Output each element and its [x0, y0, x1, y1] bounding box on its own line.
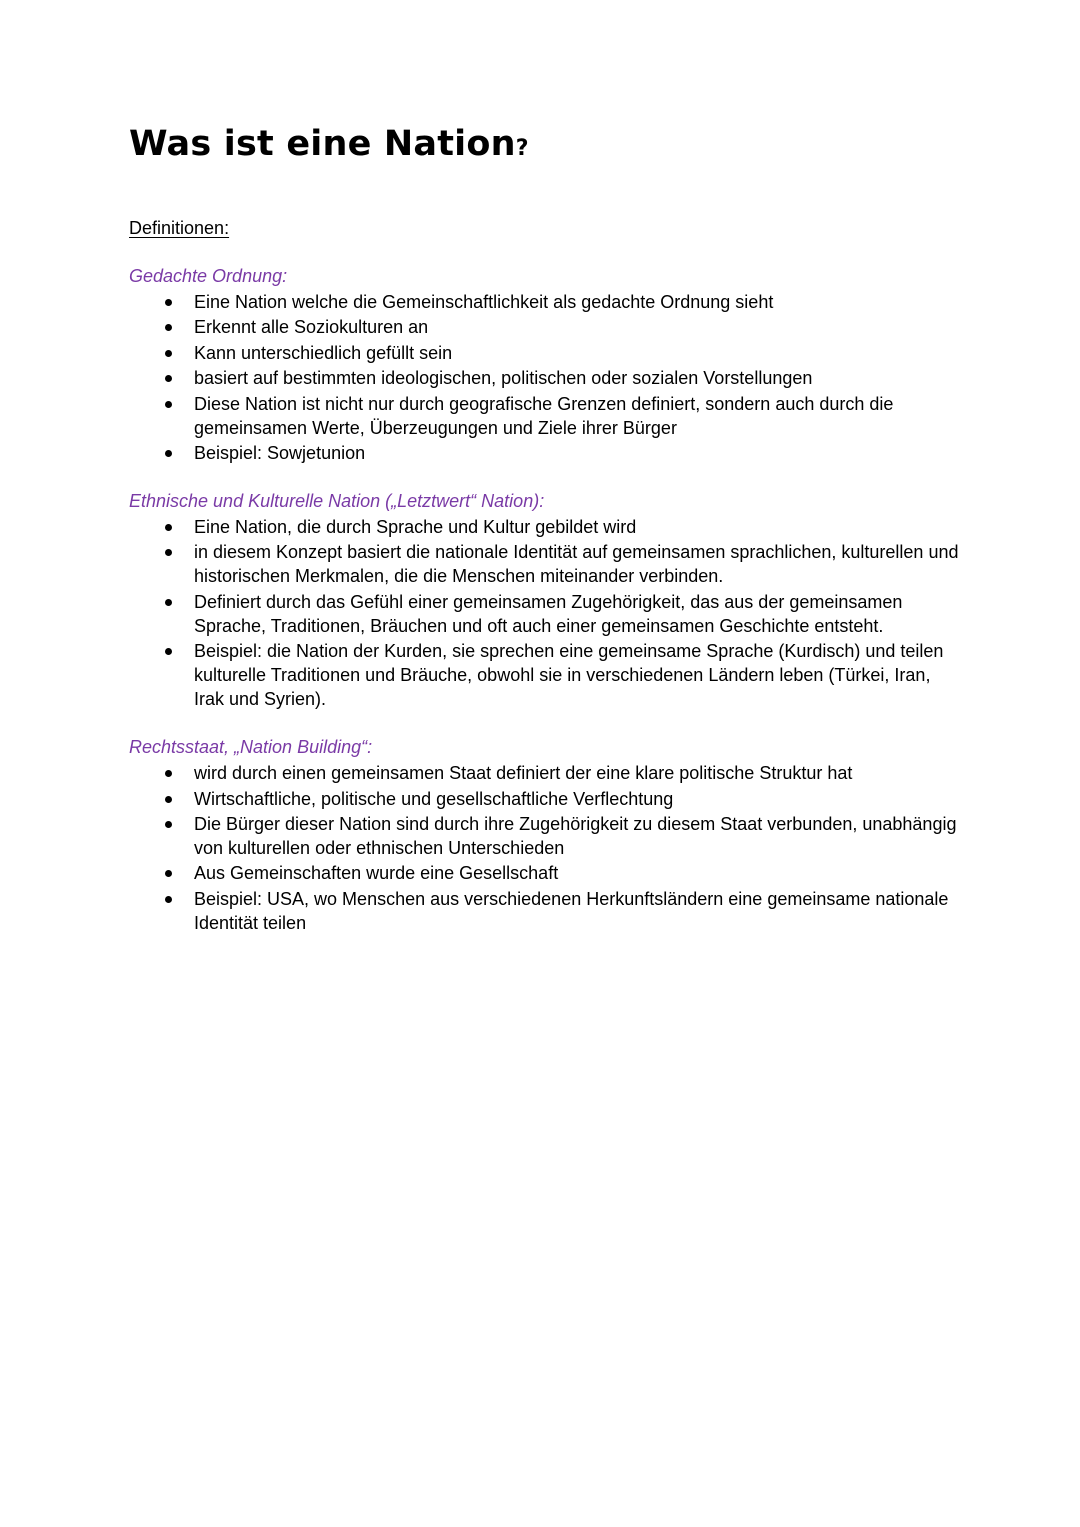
bullet-icon: [165, 401, 172, 408]
list-item-text: Erkennt alle Soziokulturen an: [194, 317, 429, 338]
definitions-label: Definitionen:: [129, 218, 230, 238]
bullet-icon: [165, 796, 172, 803]
list-item-text: Beispiel: USA, wo Menschen aus verschiedenen Herkunftsländern eine gemeinsame nationale Identität teilen: [194, 888, 949, 933]
document-page: [129, 118, 959, 936]
list-item: [129, 887, 959, 935]
list-item: [129, 861, 959, 885]
bullet-icon: [165, 450, 172, 457]
section-rechtsstaat-nation-building: [129, 735, 959, 935]
list-item: [129, 590, 959, 638]
list-item-text: Wirtschaftliche, politische und gesellschaftliche Verflechtung: [194, 788, 674, 809]
list-item-text: Die Bürger dieser Nation sind durch ihre Zugehörigkeit zu diesem Staat verbunden, unabhängig von kulturellen oder ethnischen Unterschieden: [194, 813, 957, 858]
list-item-text: Kann unterschiedlich gefüllt sein: [194, 342, 453, 363]
bullet-list: [129, 515, 959, 711]
list-item: [129, 787, 959, 811]
list-item-text: Aus Gemeinschaften wurde eine Gesellschaft: [194, 863, 559, 884]
list-item: [129, 540, 959, 588]
bullet-icon: [165, 599, 172, 606]
bullet-list: [129, 290, 959, 465]
bullet-icon: [165, 350, 172, 357]
list-item: [129, 290, 959, 314]
list-item: [129, 315, 959, 339]
bullet-icon: [165, 896, 172, 903]
list-item-text: Eine Nation, die durch Sprache und Kultur gebildet wird: [194, 516, 637, 537]
bullet-icon: [165, 770, 172, 777]
bullet-icon: [165, 870, 172, 877]
bullet-icon: [165, 524, 172, 531]
section-heading: Rechtsstaat, „Nation Building“:: [129, 737, 373, 758]
section-heading: Ethnische und Kulturelle Nation („Letztwert“ Nation):: [129, 490, 545, 511]
list-item-text: wird durch einen gemeinsamen Staat definiert der eine klare politische Struktur hat: [194, 763, 853, 784]
list-item: [129, 392, 959, 440]
bullet-icon: [165, 821, 172, 828]
bullet-icon: [165, 648, 172, 655]
list-item-text: in diesem Konzept basiert die nationale Identität auf gemeinsamen sprachlichen, kulturellen und historischen Merkmalen, die die Menschen miteinander verbinden.: [194, 542, 959, 587]
bullet-list: [129, 761, 959, 935]
list-item-text: Beispiel: Sowjetunion: [194, 442, 366, 463]
list-item: [129, 341, 959, 365]
page-title: [129, 118, 959, 175]
bullet-icon: [165, 324, 172, 331]
page-title-question-mark: ?: [515, 136, 529, 161]
list-item: [129, 441, 959, 465]
bullet-icon: [165, 299, 172, 306]
bullet-icon: [165, 549, 172, 556]
list-item-text: Definiert durch das Gefühl einer gemeinsamen Zugehörigkeit, das aus der gemeinsamen Sprache, Traditionen, Bräuchen und oft auch einer gemeinsamen Geschichte entsteht.: [194, 591, 903, 636]
list-item: [129, 515, 959, 539]
list-item: [129, 366, 959, 390]
bullet-icon: [165, 375, 172, 382]
list-item: [129, 639, 959, 711]
list-item-text: Beispiel: die Nation der Kurden, sie sprechen eine gemeinsame Sprache (Kurdisch) und teilen kulturelle Traditionen und Bräuche, obwohl sie in verschiedenen Ländern leben (Türkei, Iran, Irak und Syrien).: [194, 641, 944, 710]
list-item: [129, 761, 959, 785]
section-heading: Gedachte Ordnung:: [129, 266, 288, 286]
section-ethnische-kulturelle-nation: [129, 489, 959, 711]
list-item: [129, 812, 959, 860]
list-item-text: basiert auf bestimmten ideologischen, politischen oder sozialen Vorstellungen: [194, 368, 813, 389]
list-item-text: Eine Nation welche die Gemeinschaftlichkeit als gedachte Ordnung sieht: [194, 292, 774, 312]
list-item-text: Diese Nation ist nicht nur durch geografische Grenzen definiert, sondern auch durch die gemeinsamen Werte, Überzeugungen und Ziele ihrer Bürger: [194, 393, 894, 438]
page-title-text: Was ist eine Nation: [129, 124, 516, 164]
section-gedachte-ordnung: [129, 264, 959, 465]
